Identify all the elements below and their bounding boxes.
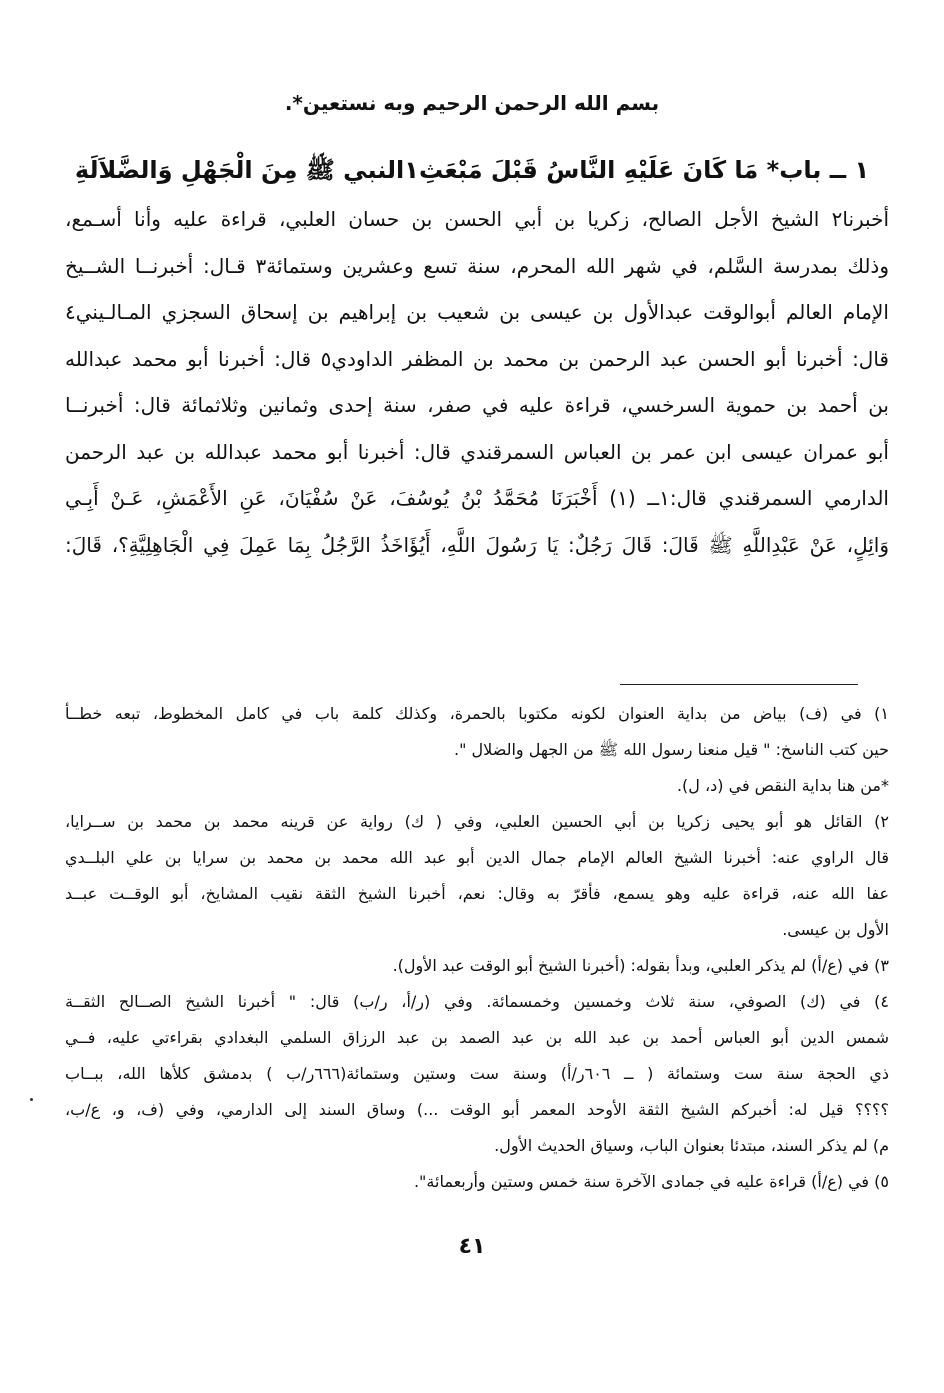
footnote-line: م) لم يذكر السند، مبتدئا بعنوان الباب، وسياق الحديث الأول. xyxy=(494,1136,889,1155)
main-text-line: الإمام العالم أبوالوقت عبدالأول بن عيسى بن شعيب بن إبراهيم بن إسحاق السجزي المـالـيني٤ xyxy=(65,300,889,324)
page-number: ٤١ xyxy=(458,1234,486,1259)
footnote-line: الأول بن عيسى. xyxy=(782,920,889,939)
main-text-line: وَائِلٍ، عَنْ عَبْدِاللَّهِ ﷺ قَالَ: قَالَ رَجُلٌ: يَا رَسُولَ اللَّهِ، أَيُؤَاخَذُ الرَّجُلُ بِمَا عَمِلَ فِي الْجَاهِلِيَّةِ؟، قَالَ: xyxy=(65,532,889,557)
main-text-block xyxy=(65,196,889,568)
chapter-title: ١ ــ باب* مَا كَانَ عَلَيْهِ النَّاسُ قَبْلَ مَبْعَثِ١النبي ﷺ مِنَ الْجَهْلِ وَالضَّلاَلَةِ xyxy=(74,156,870,184)
basmala-heading: بسم الله الرحمن الرحيم وبه نستعين*. xyxy=(284,91,660,115)
footnote-line: ذي الحجة سنة ست وستمائة ( ــ ٦٠٦ر/أ) وسنة ست وستين وستمائة(٦٦٦ر/ب ) بدمشق كلأها الله، ببــاب xyxy=(65,1064,889,1083)
footnote-line: *من هنا بداية النقص في (د، ل). xyxy=(676,776,889,795)
main-text-line: أبو عمران عيسى ابن عمر بن العباس السمرقندي قال: أخبرنا أبو محمد عبدالله بن عبد الرحمن xyxy=(65,439,889,464)
footnote-divider xyxy=(620,684,858,685)
footnote-line: شمس الدين أبو العباس أحمد بن عبد الله بن عبد الصمد بن عبد الرزاق السلمي البغدادي بقراءتي عليه، فــي xyxy=(65,1028,889,1047)
footnote-line: ٤) في (ك) الصوفي، سنة ثلاث وخمسين وخمسمائة. وفي (ر/أ، ر/ب) قال: " أخبرنا الشيخ الصــالح الثقــة xyxy=(65,992,889,1011)
scan-speck xyxy=(30,1098,33,1101)
main-text-line: أخبرنا٢ الشيخ الأجل الصالح، زكريا بن أبي الحسن بن حسان العلبي، قراءة عليه وأنا أسـمع، xyxy=(65,207,889,231)
main-text-line: الدارمي السمرقندي قال:١ــ (١) أَخْبَرَنَا مُحَمَّدُ بْنُ يُوسُفَ، عَنْ سُفْيَانَ، عَنِ الأَعْمَشِ، عَـنْ أَبِـي xyxy=(65,486,889,510)
footnote-line: قال الراوي عنه: أخبرنا الشيخ العالم الإمام جمال الدين أبو عبد الله محمد بن محمد بن سرايا بن علي البلــدي xyxy=(65,848,889,867)
main-text-line: وذلك بمدرسة السَّلم، في شهر الله المحرم، سنة تسع وعشرين وستمائة٣ قـال: أخبرنــا الشــيخ xyxy=(65,253,889,278)
footnote-line: ٢) القائل هو أبو يحيى زكريا بن أبي الحسين العلبي، وفي ( ك) رواية عن قرينه محمد بن محمد بن ســرايا، xyxy=(65,812,889,831)
main-text-line: قال: أخبرنا أبو الحسن عبد الرحمن بن محمد بن المظفر الداودي٥ قال: أخبرنا أبو محمد عبدالله xyxy=(65,346,889,371)
footnote-line: ؟؟؟؟ قيل له: أخبركم الشيخ الثقة الأوحد المعمر أبو الوقت ...) وساق السند إلى الدارمي، وفي (ف، و، ع/ب، xyxy=(65,1100,889,1119)
footnote-line: عفا الله عنه، قراءة عليه وهو يسمع، فأقرّ به وقال: نعم، أخبرنا الشيخ الثقة نقيب المشايخ، أبو الوقــت عبــد xyxy=(65,884,889,903)
footnote-line: ٣) في (ع/أ) لم يذكر العلبي، وبدأ بقوله: (أخبرنا الشيخ أبو الوقت عبد الأول). xyxy=(392,956,889,975)
footnotes-block xyxy=(65,696,889,1200)
footnote-line: حين كتب الناسخ: " قيل منعنا رسول الله ﷺ من الجهل والضلال ". xyxy=(454,740,889,759)
footnote-line: ٥) في (ع/أ) قراءة عليه في جمادى الآخرة سنة خمس وستين وأربعمائة". xyxy=(413,1172,889,1191)
footnote-line: ١) في (ف) بياض من بداية العنوان لكونه مكتوبا بالحمرة، وكذلك كلمة باب في كامل المخطوط، تبعه خطــأ xyxy=(65,704,889,723)
main-text-line: بن أحمد بن حموية السرخسي، قراءة عليه في صفر، سنة إحدى وثمانين وثلاثمائة قال: أخبرنــا xyxy=(65,393,889,417)
